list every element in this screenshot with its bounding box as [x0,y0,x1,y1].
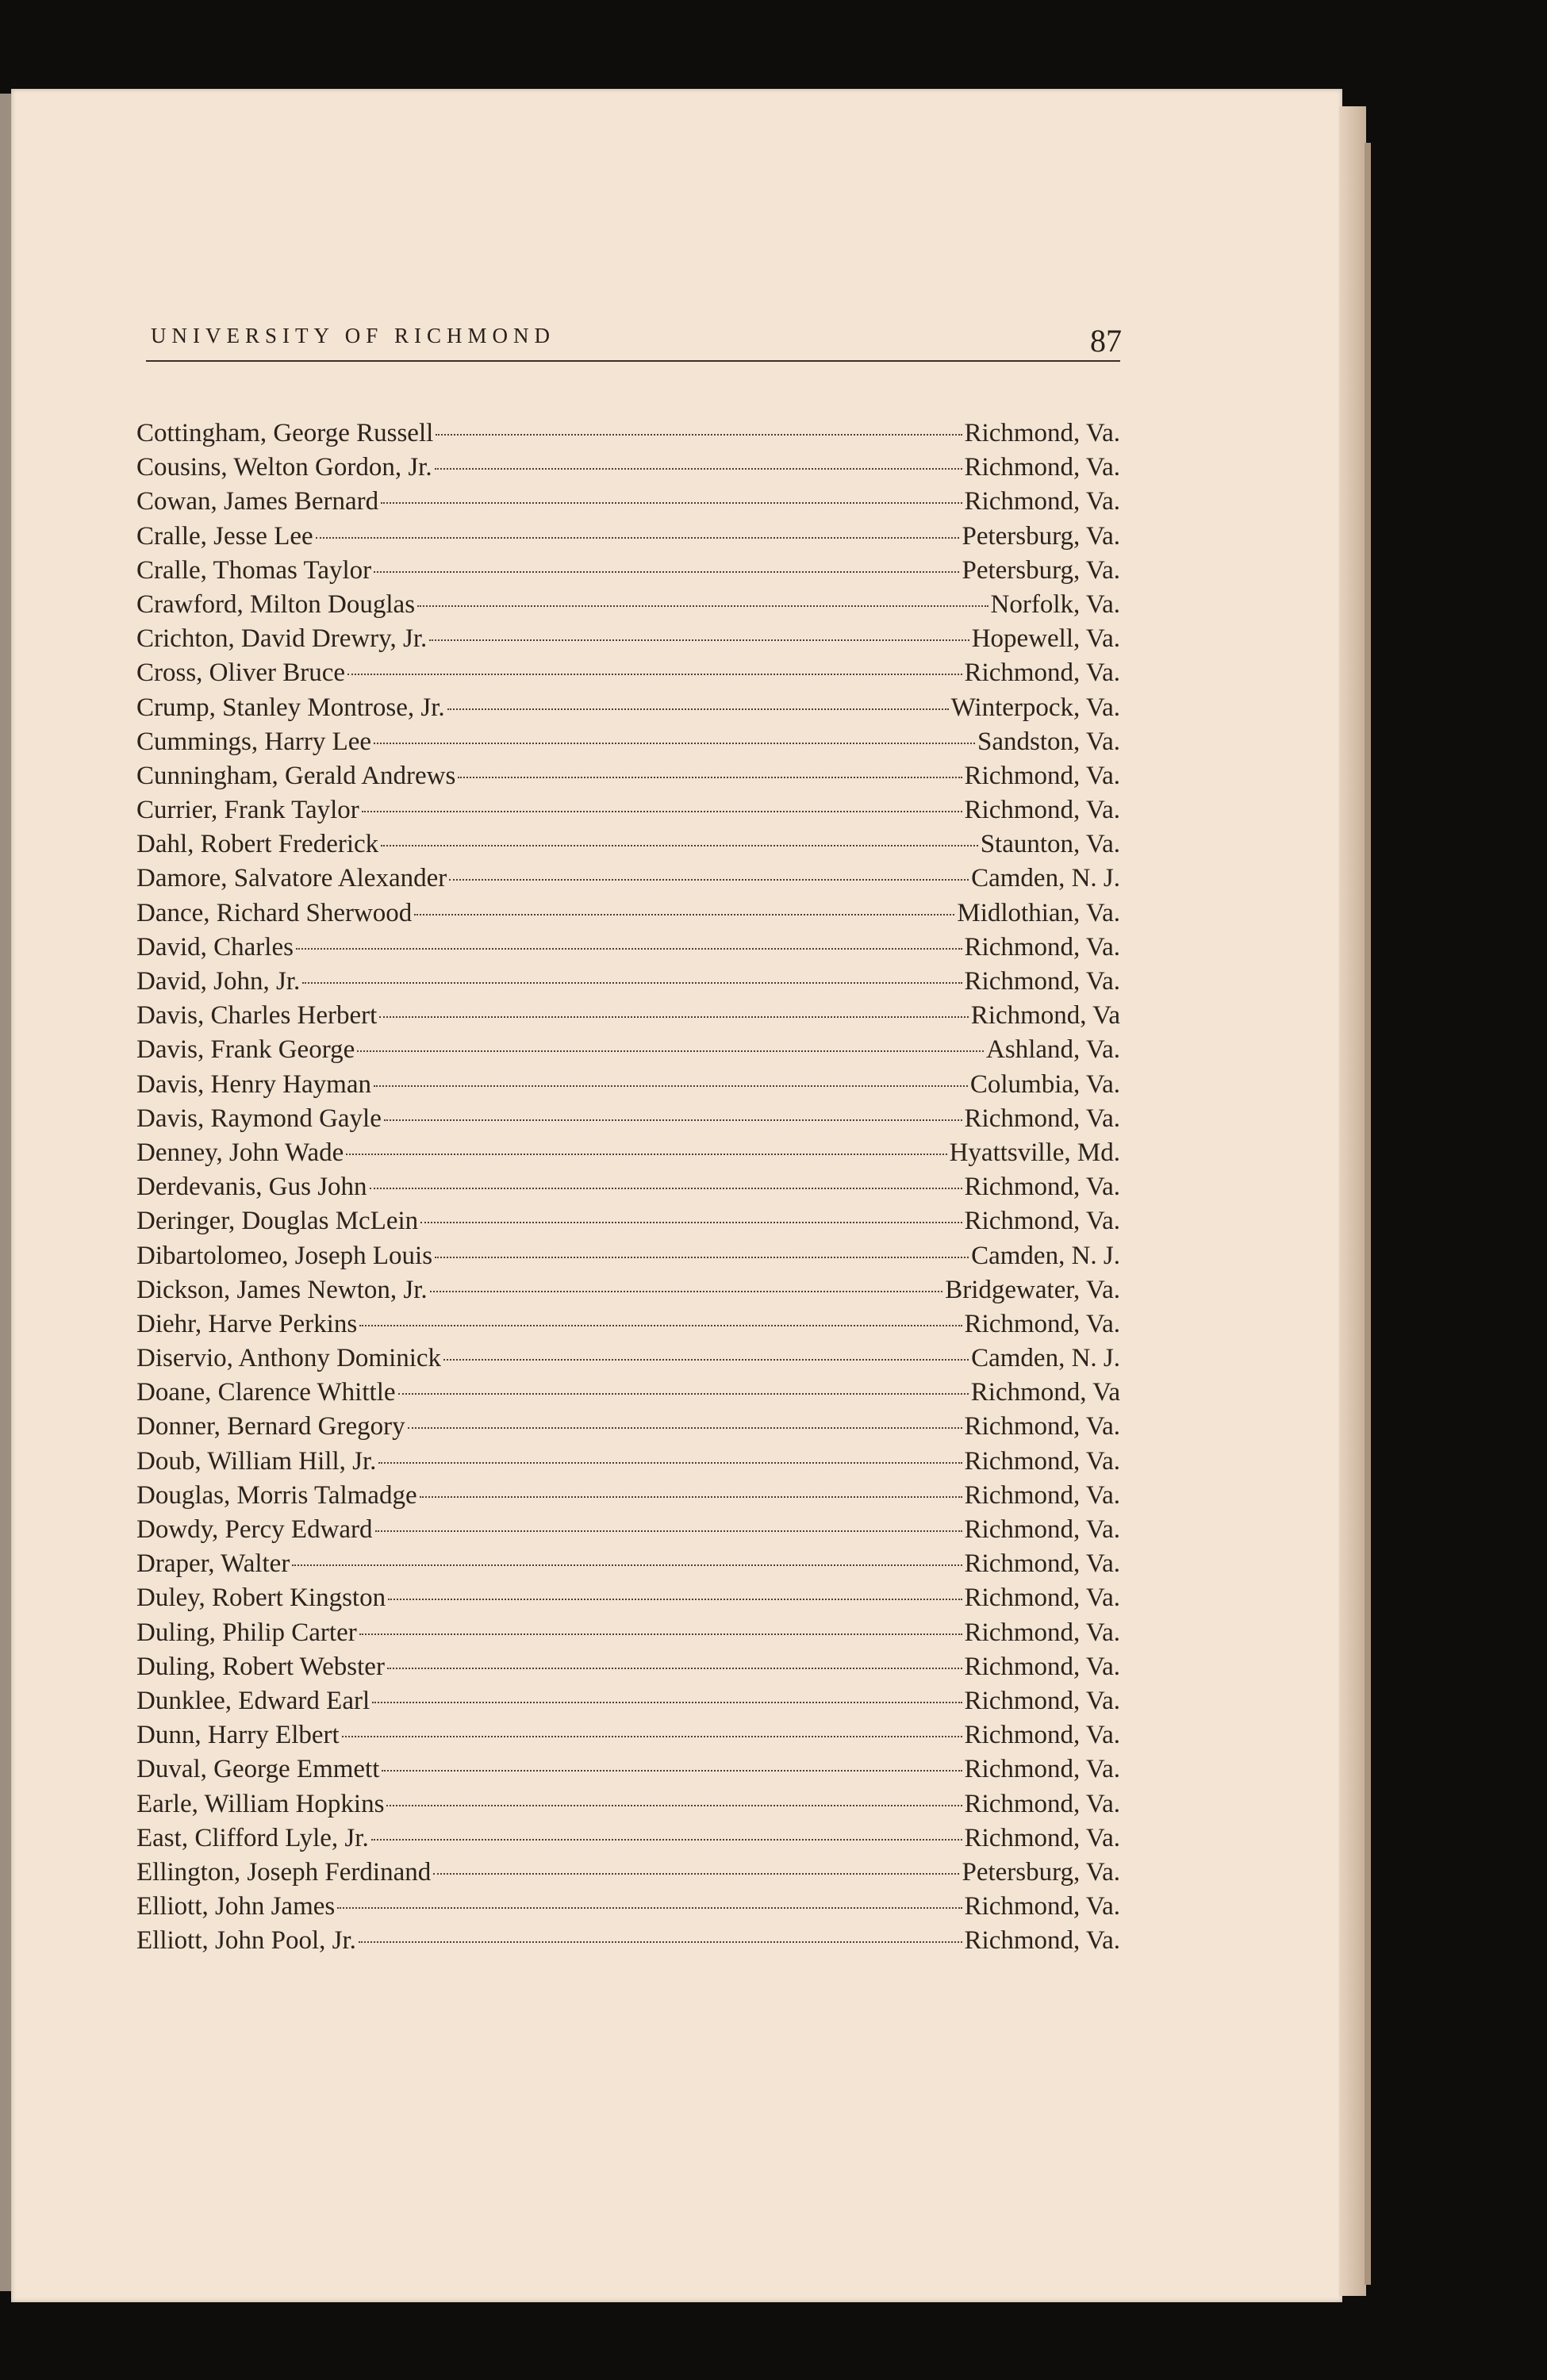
dot-leader [381,845,978,846]
list-item [136,727,1120,762]
list-item [136,762,1120,796]
dot-leader [370,1188,962,1189]
list-item [136,1447,1120,1481]
student-name: Denney, John Wade [136,1138,344,1167]
dot-leader [359,1941,962,1943]
hometown: Richmond, Va. [964,1789,1120,1818]
student-name: Elliott, John James [136,1892,336,1921]
dot-leader [430,1291,943,1292]
student-name: Cralle, Thomas Taylor [136,555,372,585]
page-stack-edge [1339,106,1366,2296]
dot-leader [359,1633,962,1635]
student-name: East, Clifford Lyle, Jr. [136,1823,369,1852]
student-name: David, Charles [136,932,294,962]
dot-leader [414,914,954,916]
student-name: Derdevanis, Gus John [136,1173,367,1202]
hometown: Richmond, Va. [964,1173,1120,1202]
hometown: Richmond, Va. [964,487,1120,516]
list-item [136,693,1120,727]
hometown: Richmond, Va. [964,1618,1120,1647]
dot-leader [386,1805,962,1806]
list-item [136,624,1120,658]
dot-leader [374,1085,968,1087]
running-header-title: UNIVERSITY OF RICHMOND [151,324,556,347]
hometown: Richmond, Va. [964,1412,1120,1441]
student-name: Donner, Bernard Gregory [136,1412,405,1441]
student-name: Dance, Richard Sherwood [136,898,413,927]
hometown: Richmond, Va. [964,1652,1120,1681]
dot-leader [435,468,962,470]
dot-leader [435,1257,969,1258]
student-name: Dunn, Harry Elbert [136,1721,340,1750]
student-name: Davis, Henry Hayman [136,1069,372,1099]
student-name: Dowdy, Percy Edward [136,1515,373,1544]
student-name: Davis, Raymond Gayle [136,1104,382,1133]
page-number: 87 [1090,323,1122,359]
student-name: Draper, Walter [136,1549,290,1579]
student-name: Davis, Frank George [136,1035,355,1065]
list-item [136,1344,1120,1378]
list-item [136,1618,1120,1653]
dot-leader [382,1770,962,1772]
dot-leader [374,743,975,744]
list-item [136,1653,1120,1687]
header-rule [146,360,1120,362]
student-name: Crichton, David Drewry, Jr. [136,624,428,654]
hometown: Ashland, Va. [986,1035,1120,1065]
dot-leader [375,1530,962,1532]
hometown: Richmond, Va [970,1378,1120,1407]
student-name: Doub, William Hill, Jr. [136,1446,377,1476]
hometown: Richmond, Va. [964,1480,1120,1510]
dot-leader [379,1016,968,1018]
dot-leader [292,1564,962,1566]
hometown: Richmond, Va. [964,1583,1120,1613]
list-item [136,1687,1120,1721]
list-item [136,1070,1120,1104]
dot-leader [398,1393,969,1395]
hometown: Richmond, Va. [964,1104,1120,1133]
list-item [136,1310,1120,1344]
dot-leader [420,1496,962,1498]
list-item [136,899,1120,933]
dot-leader [359,1325,962,1326]
hometown: Richmond, Va. [964,419,1120,447]
hometown: Sandston, Va. [977,727,1120,756]
hometown: Richmond, Va. [964,1309,1120,1338]
student-name: Deringer, Douglas McLein [136,1207,419,1236]
list-item [136,1242,1120,1276]
student-directory-list [136,419,1120,1960]
hometown: Midlothian, Va. [957,898,1120,927]
student-name: Currier, Frank Taylor [136,796,359,825]
student-name: Dibartolomeo, Joseph Louis [136,1241,433,1270]
list-item [136,1824,1120,1858]
hometown: Camden, N. J. [971,1344,1120,1373]
list-item [136,419,1120,453]
hometown: Richmond, Va. [964,1892,1120,1921]
list-item [136,1892,1120,1926]
list-item [136,556,1120,590]
list-item [136,522,1120,556]
hometown: Bridgewater, Va. [945,1275,1120,1304]
student-name: Damore, Salvatore Alexander [136,864,447,893]
hometown: Richmond, Va. [964,1549,1120,1579]
dot-leader [316,537,960,539]
dot-leader [346,1154,946,1155]
dot-leader [296,948,962,950]
student-name: Earle, William Hopkins [136,1789,385,1818]
list-item [136,933,1120,967]
hometown: Camden, N. J. [971,864,1120,893]
student-name: Diservio, Anthony Dominick [136,1344,442,1373]
student-name: Diehr, Harve Perkins [136,1309,358,1338]
list-item [136,1104,1120,1138]
student-name: Duling, Robert Webster [136,1652,385,1681]
dot-leader [408,1427,962,1429]
dot-leader [433,1873,959,1875]
student-name: Ellington, Joseph Ferdinand [136,1857,432,1887]
hometown: Richmond, Va. [964,761,1120,790]
list-item [136,590,1120,624]
list-item [136,1412,1120,1446]
hometown: Richmond, Va. [964,1926,1120,1956]
student-name: Dahl, Robert Frederick [136,830,379,859]
hometown: Richmond, Va. [964,658,1120,688]
dot-leader [387,1668,962,1669]
dot-leader [381,502,962,504]
student-name: Crawford, Milton Douglas [136,589,416,619]
student-name: Cottingham, George Russell [136,419,434,447]
list-item [136,1549,1120,1583]
dot-leader [417,605,988,607]
student-name: Douglas, Morris Talmadge [136,1480,417,1510]
student-name: Cralle, Jesse Lee [136,521,313,551]
student-name: Duling, Philip Carter [136,1618,357,1647]
student-name: Davis, Charles Herbert [136,1001,378,1031]
hometown: Petersburg, Va. [962,521,1120,551]
hometown: Norfolk, Va. [990,589,1120,619]
list-item [136,453,1120,487]
list-item [136,1173,1120,1207]
page-stack-shadow [1365,143,1371,2285]
list-item [136,1515,1120,1549]
dot-leader [347,674,962,675]
hometown: Richmond, Va. [964,967,1120,996]
list-item [136,1378,1120,1412]
list-item [136,1035,1120,1069]
dot-leader [357,1050,984,1052]
hometown: Richmond, Va. [964,796,1120,825]
hometown: Richmond, Va. [964,1823,1120,1852]
student-name: Doane, Clarence Whittle [136,1378,396,1407]
list-item [136,487,1120,521]
list-item [136,1481,1120,1515]
hometown: Hopewell, Va. [971,624,1120,654]
dot-leader [337,1907,962,1909]
student-name: Cousins, Welton Gordon, Jr. [136,453,432,482]
dot-leader [384,1119,962,1121]
list-item [136,796,1120,830]
hometown: Hyattsville, Md. [949,1138,1120,1167]
dot-leader [449,879,969,881]
list-item [136,864,1120,898]
list-item [136,967,1120,1001]
list-item [136,1276,1120,1310]
dot-leader [371,1839,962,1841]
list-item [136,1926,1120,1960]
hometown: Richmond, Va. [964,932,1120,962]
student-name: David, John, Jr. [136,967,301,996]
hometown: Camden, N. J. [971,1241,1120,1270]
list-item [136,1583,1120,1618]
list-item [136,1207,1120,1241]
list-item [136,658,1120,693]
hometown: Winterpock, Va. [950,693,1120,722]
dot-leader [458,777,962,778]
list-item [136,1790,1120,1824]
dot-leader [388,1599,962,1600]
student-name: Elliott, John Pool, Jr. [136,1926,356,1956]
hometown: Richmond, Va. [964,1207,1120,1236]
student-name: Crump, Stanley Montrose, Jr. [136,693,445,722]
hometown: Petersburg, Va. [962,555,1120,585]
student-name: Cummings, Harry Lee [136,727,372,756]
list-item [136,1858,1120,1892]
student-name: Dunklee, Edward Earl [136,1686,370,1715]
hometown: Staunton, Va. [980,830,1120,859]
dot-leader [342,1736,962,1737]
list-item [136,830,1120,864]
running-header [136,314,1120,367]
dot-leader [374,571,959,573]
dot-leader [362,811,962,812]
hometown: Richmond, Va [970,1001,1120,1031]
list-item [136,1138,1120,1173]
student-name: Duval, George Emmett [136,1755,380,1784]
dot-leader [420,1222,962,1223]
student-name: Cross, Oliver Bruce [136,658,346,688]
dot-leader [436,434,962,436]
dot-leader [429,639,969,641]
dot-leader [372,1702,962,1703]
hometown: Richmond, Va. [964,1686,1120,1715]
hometown: Petersburg, Va. [962,1857,1120,1887]
dot-leader [443,1359,969,1361]
student-name: Cunningham, Gerald Andrews [136,761,456,790]
hometown: Richmond, Va. [964,1515,1120,1544]
list-item [136,1755,1120,1789]
student-name: Cowan, James Bernard [136,487,379,516]
hometown: Richmond, Va. [964,1721,1120,1750]
hometown: Richmond, Va. [964,1446,1120,1476]
dot-leader [302,982,962,984]
hometown: Richmond, Va. [964,453,1120,482]
list-item [136,1001,1120,1035]
dot-leader [378,1462,962,1464]
student-name: Dickson, James Newton, Jr. [136,1275,428,1304]
student-name: Duley, Robert Kingston [136,1583,386,1613]
list-item [136,1721,1120,1755]
dot-leader [447,708,949,710]
hometown: Columbia, Va. [969,1069,1120,1099]
hometown: Richmond, Va. [964,1755,1120,1784]
